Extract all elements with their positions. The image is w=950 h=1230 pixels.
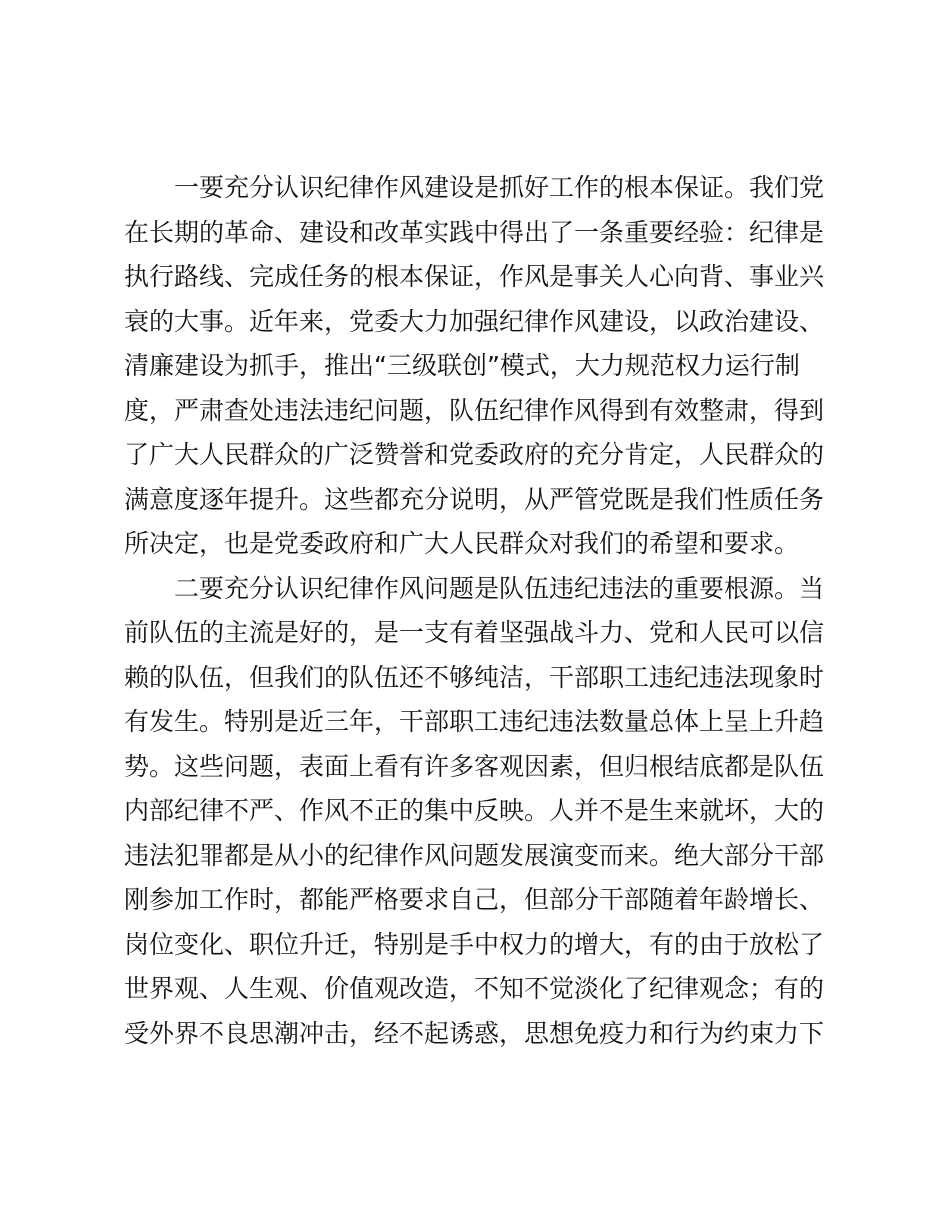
- text-line: 所决定，也是党委政府和广大人民群众对我们的希望和要求。: [124, 529, 800, 558]
- text-line: 衰的大事。近年来，党委大力加强纪律作风建设，以政治建设、: [124, 306, 825, 336]
- text-line: 度，严肃查处违法违纪问题，队伍纪律作风得到有效整肃，得到: [124, 395, 825, 425]
- text-line: 了广大人民群众的广泛赞誉和党委政府的充分肯定，人民群众的: [124, 440, 825, 469]
- text-line: 满意度逐年提升。这些都充分说明，从严管党既是我们性质任务: [124, 484, 825, 514]
- text-line: 势。这些问题，表面上看有许多客观因素，但归根结底都是队伍: [124, 751, 825, 781]
- text-line: 内部纪律不严、作风不正的集中反映。人并不是生来就坏，大的: [124, 796, 825, 825]
- text-line: 受外界不良思潮冲击，经不起诱惑，思想免疫力和行为约束力下: [124, 1018, 825, 1048]
- text-line: 一要充分认识纪律作风建设是抓好工作的根本保证。我们党: [124, 173, 825, 202]
- text-line: 在长期的革命、建设和改革实践中得出了一条重要经验：纪律是: [124, 217, 825, 247]
- text-line: 刚参加工作时，都能严格要求自己，但部分干部随着年龄增长、: [124, 885, 825, 914]
- text-line: 赖的队伍，但我们的队伍还不够纯洁，干部职工违纪违法现象时: [124, 662, 825, 692]
- text-line: 岗位变化、职位升迁，特别是手中权力的增大，有的由于放松了: [124, 929, 825, 959]
- text-line: 清廉建设为抓手，推出“三级联创”模式，大力规范权力运行制: [124, 351, 800, 380]
- text-line: 违法犯罪都是从小的纪律作风问题发展演变而来。绝大部分干部: [124, 840, 825, 870]
- text-line: 有发生。特别是近三年，干部职工违纪违法数量总体上呈上升趋: [124, 707, 825, 736]
- text-line: 二要充分认识纪律作风问题是队伍违纪违法的重要根源。当: [124, 573, 825, 603]
- text-line: 世界观、人生观、价值观改造，不知不觉淡化了纪律观念；有的: [124, 974, 825, 1003]
- body-text: [124, 166, 824, 1056]
- text-line: 前队伍的主流是好的，是一支有着坚强战斗力、党和人民可以信: [124, 618, 825, 647]
- text-line: 执行路线、完成任务的根本保证，作风是事关人心向背、事业兴: [124, 262, 825, 291]
